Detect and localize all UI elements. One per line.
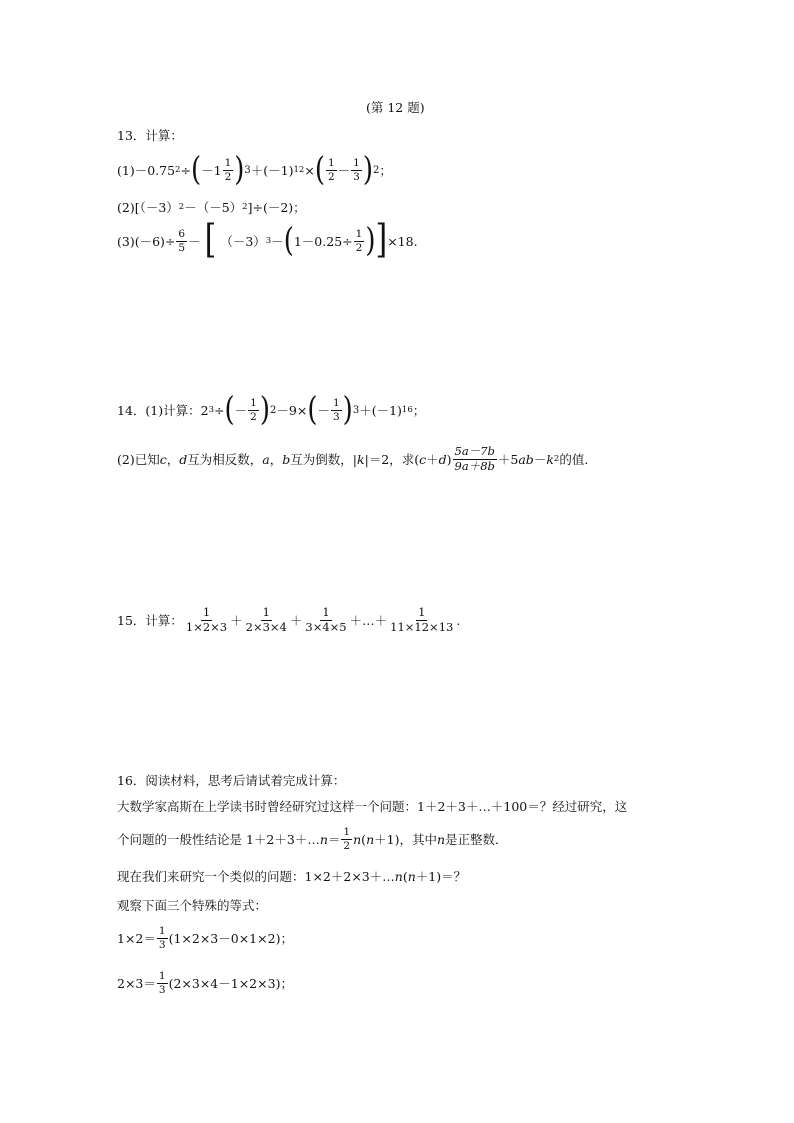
fraction: $\frac{1}{3}$ [158, 970, 166, 996]
fraction: $\frac{1}{1\times 2\times 3}$ [185, 605, 228, 634]
fraction: $\frac{1}{2}$ [250, 397, 257, 423]
fraction: $\frac{1}{2\times 3\times 4}$ [245, 605, 287, 634]
q16-heading: 16．阅读材料，思考后请试着完成计算： [117, 773, 346, 788]
q14-part2: (2)已知 c ， d 互为相反数， a ， b 互为倒数，| k |＝2，求( c ＋ d ) $\frac{5a-7b}{9a+8b}$ ＋5 ab － k 2 的值． [117, 444, 597, 473]
q16-equation-1: 1×2＝ $\frac{1}{3}$ (1×2×3－0×1×2)； [117, 925, 293, 951]
fraction: $\frac{1}{11\times 12\times 13}$ [390, 605, 454, 634]
q16-paragraph-line4: 观察下面三个特殊的等式： [117, 898, 268, 913]
q16-paragraph-line3: 现在我们来研究一个类似的问题：1×2＋2×3＋… n ( n ＋1)＝？ [117, 868, 467, 884]
fraction: $\frac{1}{3}$ [332, 397, 340, 423]
figure-caption: (第 12 题) [366, 100, 425, 115]
q16-paragraph-line2: 个问题的一般性结论是 1＋2＋3＋… n ＝ $\frac{1}{2}$ n ( n ＋1)，其中 n 是正整数． [117, 826, 508, 852]
fraction: $\frac{1}{2}$ [343, 826, 351, 852]
fraction: $\frac{6}{5}$ [178, 228, 186, 254]
q13-part2: (2)[（－3） 2 －（－5） 2 ]÷(－2)； [117, 200, 306, 215]
q13-heading: 13．计算： [117, 128, 183, 143]
fraction: $\frac{1}{3\times 4\times 5}$ [305, 605, 347, 634]
fraction: $\frac{1}{3}$ [158, 925, 166, 951]
fraction: $\frac{1}{3}$ [353, 157, 360, 183]
q14-part1: 14．(1)计算：2 3 ÷ ( － $\frac{1}{2}$ ) 2 －9× ( － $\frac{1}{3}$ ) 3 ＋(－1) 16 ； [117, 391, 426, 429]
q16-equation-2: 2×3＝ $\frac{1}{3}$ (2×3×4－1×2×3)； [117, 970, 293, 996]
fraction: $\frac{1}{2}$ [327, 157, 335, 183]
fraction: $\frac{5a-7b}{9a+8b}$ [454, 444, 495, 473]
q13-part1: (1)－0.75 2 ÷ ( －1 $\frac{1}{2}$ ) 3 ＋(－1) 12 × ( $\frac{1}{2}$ － $\frac{1}{3}$ ) 2 ； [117, 151, 392, 189]
q16-paragraph-line1: 大数学家高斯在上学读书时曾经研究过这样一个问题：1＋2＋3＋…＋100＝？经过研究，这 [117, 799, 628, 814]
fraction: $\frac{1}{2}$ [224, 157, 232, 183]
q13-part3: (3)(－6)÷ $\frac{6}{5}$ － [ （－3） 3 － ( 1－0.25÷ $\frac{1}{2}$ ) ] ×18. [117, 217, 418, 264]
q15-line: 15．计算： $\frac{1}{1\times 2\times 3}$ ＋ $\frac{1}{2\times 3\times 4}$ ＋ $\frac{1}{3\times 4\times 5}$ ＋…＋ $\frac{1}{11\times 12\times 13}$ . [117, 605, 461, 634]
fraction: $\frac{1}{2}$ [355, 228, 363, 254]
